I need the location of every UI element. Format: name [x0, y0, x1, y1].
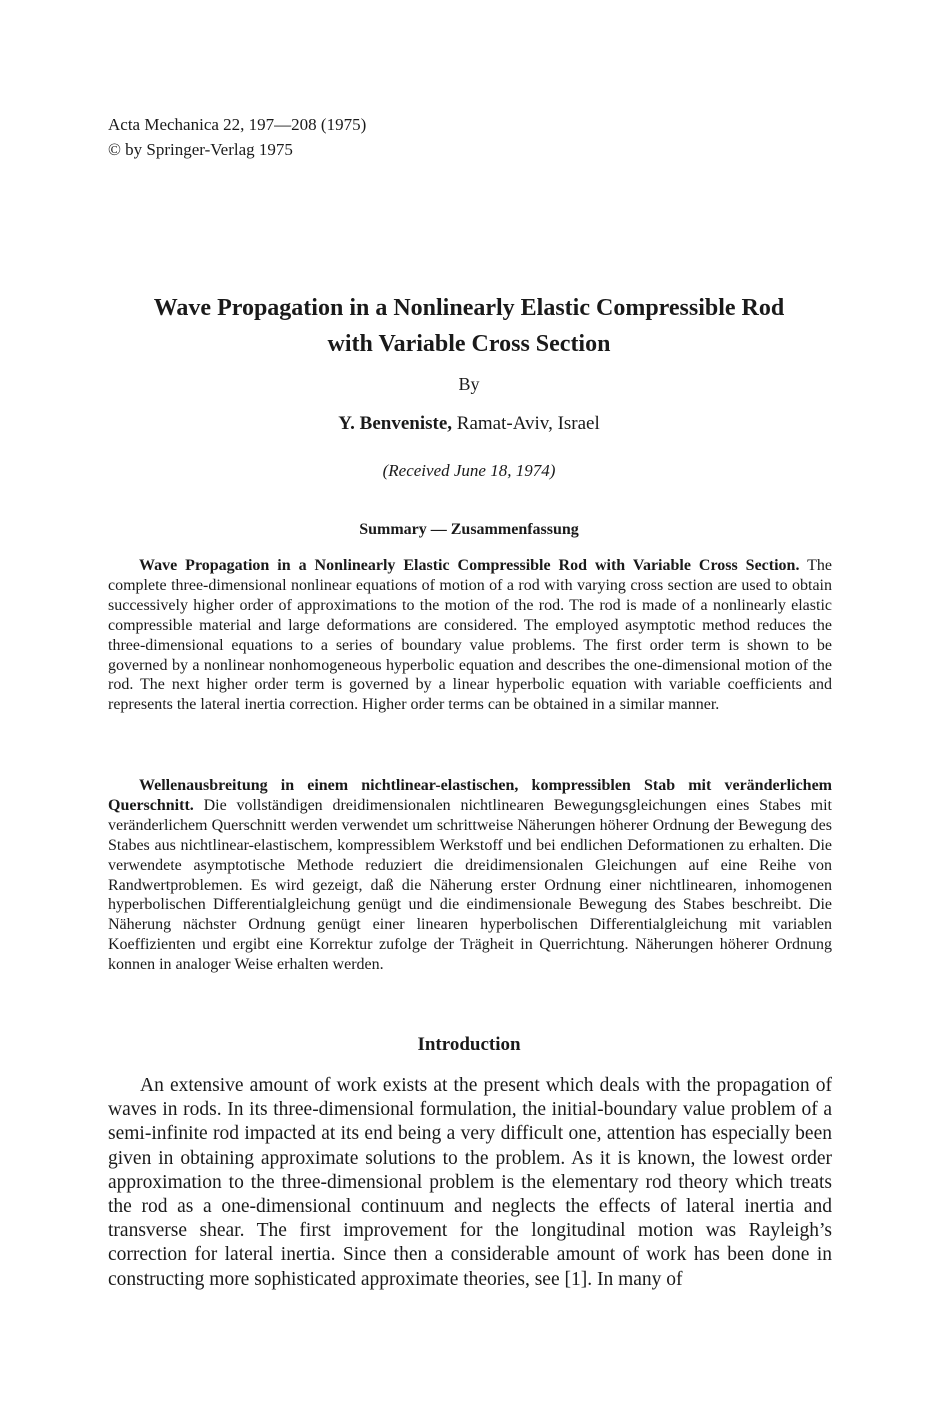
- introduction-heading: Introduction: [417, 1034, 521, 1055]
- journal-header: [108, 112, 366, 162]
- abstract-english-body: The complete three-dimensional nonlinear equations of motion of a rod with varying cross section are used to obtain successively higher order of approximations to the motion of the rod. The rod is made of a nonlinearly elastic compressible material and large deformations are considered. The employed asymptotic method reduces the three-dimensional equations to a series of boundary value problems. The first order term is shown to be governed by a nonlinear nonhomogeneous hyperbolic equation and describes the one-dimensional motion of the rod. The next higher order term is governed by a linear hyperbolic equation with variable coefficients and represents the lateral inertia correction. Higher order terms can be obtained in a similar manner.: [108, 557, 832, 714]
- abstract-german-body: Die vollständigen dreidimensionalen nichtlinearen Bewegungsgleichungen eines Stabes mit veränderlichem Querschnitt werden verwendet um schrittweise Näherungen höherer Ordnung der Bewegung des Stabes aus nichtlinear-elastischem, kompressiblem Werkstoff und bei endlichen Deformationen zu erhalten. Die verwendete asymptotische Methode reduziert die dreidimensionalen Gleichungen auf eine Reihe von Randwertproblemen. Es wird gezeigt, daß die Näherung erster Ordnung einer nichtlinearen, inhomogenen hyperbolischen Differentialgleichung genügt und die eindimensionale Bewegung des Stabes beschreibt. Die Näherung nächster Ordnung genügt einer linearen hyperbolischen Differentialgleichung mit variablen Koeffizienten und ergibt eine Korrektur zufolge der Trägheit in Querrichtung. Näherungen höherer Ordnung konnen in analoger Weise erhalten werden.: [108, 796, 832, 974]
- author-location: Ramat-Aviv, Israel: [456, 413, 600, 434]
- journal-citation: Acta Mechanica 22, 197—208 (1975): [108, 115, 367, 134]
- received-text: (Received June 18, 1974): [382, 461, 556, 480]
- article-title: [0, 290, 938, 362]
- copyright-line: © by Springer-Verlag 1975: [108, 140, 293, 159]
- by-line: By: [458, 374, 480, 394]
- introduction-paragraph: An extensive amount of work exists at the present which deals with the propagation of waves in rods. In its three-dimensional formulation, the initial-boundary value problem of a semi-infinite rod impacted at its end being a very difficult one, attention has especially been given in obtaining approximate solutions to the problem. As it is known, the lowest order approximation to the three-dimensional problem is the elementary rod theory which treats the rod as a one-dimensional continuum and neglects the effects of lateral inertia and transverse shear. The first improvement for the longitudinal motion was Rayleigh’s correction for lateral inertia. Since then a considerable amount of work has been done in constructing more sophisticated approximate theories, see [1]. In many of: [108, 1075, 832, 1290]
- abstract-german: [108, 776, 832, 975]
- author-line: [0, 413, 938, 435]
- author-name: Y. Benveniste,: [338, 413, 453, 434]
- title-line-1: Wave Propagation in a Nonlinearly Elastic Compressible Rod: [153, 295, 785, 321]
- received-date: [0, 461, 938, 481]
- abstract-english: [108, 556, 832, 715]
- abstract-german-title: Wellenausbreitung in einem nichtlinear-elastischen, kompressiblen Stab mit veränderlichem Querschnitt.: [108, 777, 832, 814]
- title-line-2: with Variable Cross Section: [327, 331, 611, 357]
- summary-heading: Summary — Zusammenfassung: [359, 521, 579, 538]
- abstract-english-title: Wave Propagation in a Nonlinearly Elastic Compressible Rod with Variable Cross Section.: [139, 557, 800, 574]
